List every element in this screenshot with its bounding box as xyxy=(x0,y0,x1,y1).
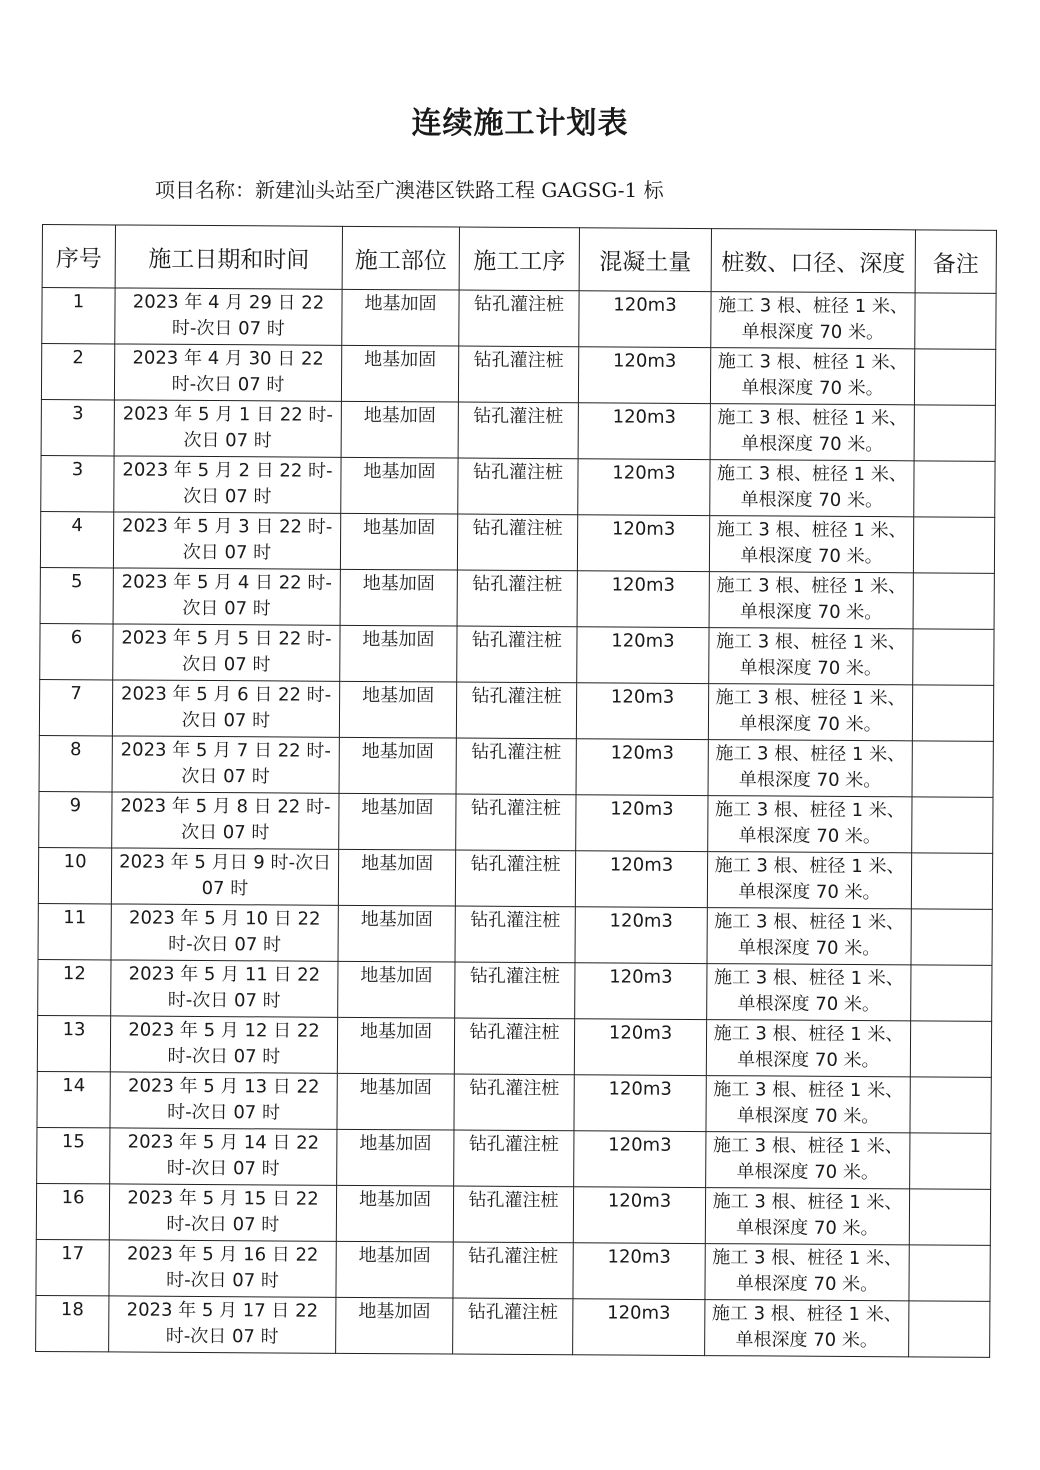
table-row xyxy=(38,959,992,1021)
cell-remark xyxy=(913,573,994,629)
cell-part: 地基加固 xyxy=(336,1241,453,1298)
cell-remark xyxy=(912,797,993,853)
cell-concrete: 120m3 xyxy=(575,963,707,1020)
cell-concrete: 120m3 xyxy=(575,851,707,908)
cell-datetime: 2023 年 5 月 6 日 22 时-次日 07 时 xyxy=(112,680,339,737)
cell-datetime: 2023 年 5 月 10 日 22 时-次日 07 时 xyxy=(111,904,338,961)
cell-seq: 2 xyxy=(41,344,114,400)
construction-plan-table xyxy=(35,224,997,1358)
cell-concrete: 120m3 xyxy=(576,795,708,852)
cell-datetime: 2023 年 4 月 29 日 22 时-次日 07 时 xyxy=(115,288,342,345)
cell-part: 地基加固 xyxy=(339,681,456,738)
cell-seq: 8 xyxy=(39,735,112,791)
table-row xyxy=(39,735,993,797)
cell-remark xyxy=(909,1245,990,1301)
table-row xyxy=(38,903,992,965)
table-row xyxy=(38,847,992,909)
cell-process: 钻孔灌注桩 xyxy=(454,1074,574,1131)
cell-concrete: 120m3 xyxy=(573,1243,705,1300)
cell-datetime: 2023 年 5 月 12 日 22 时-次日 07 时 xyxy=(110,1016,337,1073)
header-process: 施工工序 xyxy=(459,227,579,291)
table-row xyxy=(39,679,993,741)
cell-part: 地基加固 xyxy=(341,457,458,514)
cell-concrete: 120m3 xyxy=(574,1019,706,1076)
cell-piles: 施工 3 根、桩径 1 米、单根深度 70 米。 xyxy=(709,628,913,685)
cell-remark xyxy=(911,965,992,1021)
cell-datetime: 2023 年 5 月 13 日 22 时-次日 07 时 xyxy=(110,1072,337,1129)
cell-datetime: 2023 年 5 月 17 日 22 时-次日 07 时 xyxy=(109,1296,336,1353)
cell-remark xyxy=(914,405,995,461)
cell-part: 地基加固 xyxy=(336,1297,453,1354)
cell-piles: 施工 3 根、桩径 1 米、单根深度 70 米。 xyxy=(708,684,912,741)
cell-remark xyxy=(915,293,996,349)
table-row xyxy=(42,288,996,350)
cell-concrete: 120m3 xyxy=(578,403,710,460)
cell-seq: 11 xyxy=(38,903,111,959)
cell-remark xyxy=(910,1133,991,1189)
cell-seq: 3 xyxy=(41,455,114,511)
table-row xyxy=(39,791,993,853)
cell-concrete: 120m3 xyxy=(578,459,710,516)
cell-concrete: 120m3 xyxy=(576,683,708,740)
header-piles: 桩数、口径、深度 xyxy=(711,229,915,293)
cell-concrete: 120m3 xyxy=(574,1131,706,1188)
cell-process: 钻孔灌注桩 xyxy=(457,514,577,571)
cell-piles: 施工 3 根、桩径 1 米、单根深度 70 米。 xyxy=(707,908,911,965)
cell-datetime: 2023 年 5 月 7 日 22 时-次日 07 时 xyxy=(112,736,339,793)
cell-process: 钻孔灌注桩 xyxy=(457,570,577,627)
cell-concrete: 120m3 xyxy=(579,291,711,348)
cell-process: 钻孔灌注桩 xyxy=(453,1186,573,1243)
cell-part: 地基加固 xyxy=(341,345,458,402)
cell-process: 钻孔灌注桩 xyxy=(455,962,575,1019)
cell-seq: 6 xyxy=(40,623,113,679)
cell-process: 钻孔灌注桩 xyxy=(455,906,575,963)
cell-part: 地基加固 xyxy=(339,737,456,794)
cell-remark xyxy=(913,629,994,685)
cell-remark xyxy=(913,517,994,573)
table-row xyxy=(40,511,994,573)
cell-process: 钻孔灌注桩 xyxy=(456,682,576,739)
table-row xyxy=(36,1239,990,1301)
table-row xyxy=(40,623,994,685)
cell-remark xyxy=(911,909,992,965)
cell-seq: 1 xyxy=(42,288,115,344)
page-title: 连续施工计划表 xyxy=(411,106,629,141)
cell-datetime: 2023 年 5 月 3 日 22 时-次日 07 时 xyxy=(113,512,340,569)
cell-concrete: 120m3 xyxy=(577,627,709,684)
cell-seq: 5 xyxy=(40,567,113,623)
cell-process: 钻孔灌注桩 xyxy=(458,402,578,459)
table-body xyxy=(36,288,996,1358)
cell-remark xyxy=(909,1189,990,1245)
cell-piles: 施工 3 根、桩径 1 米、单根深度 70 米。 xyxy=(706,1132,910,1189)
cell-piles: 施工 3 根、桩径 1 米、单根深度 70 米。 xyxy=(707,852,911,909)
cell-datetime: 2023 年 5 月 4 日 22 时-次日 07 时 xyxy=(113,568,340,625)
cell-datetime: 2023 年 4 月 30 日 22 时-次日 07 时 xyxy=(114,344,341,401)
header-part: 施工部位 xyxy=(342,226,459,290)
cell-remark xyxy=(909,1301,990,1357)
cell-remark xyxy=(912,741,993,797)
cell-seq: 14 xyxy=(37,1071,110,1127)
table-row xyxy=(40,567,994,629)
cell-part: 地基加固 xyxy=(340,513,457,570)
cell-concrete: 120m3 xyxy=(575,907,707,964)
cell-piles: 施工 3 根、桩径 1 米、单根深度 70 米。 xyxy=(706,1076,910,1133)
cell-remark xyxy=(910,1021,991,1077)
cell-remark xyxy=(914,349,995,405)
cell-seq: 15 xyxy=(37,1127,110,1183)
cell-concrete: 120m3 xyxy=(574,1075,706,1132)
cell-seq: 9 xyxy=(39,791,112,847)
cell-piles: 施工 3 根、桩径 1 米、单根深度 70 米。 xyxy=(709,572,913,629)
cell-part: 地基加固 xyxy=(340,625,457,682)
cell-process: 钻孔灌注桩 xyxy=(455,850,575,907)
cell-seq: 7 xyxy=(39,679,112,735)
table-row xyxy=(41,344,995,406)
project-name: 项目名称：新建汕头站至广澳港区铁路工程 GAGSG-1 标 xyxy=(155,178,664,202)
cell-part: 地基加固 xyxy=(338,849,455,906)
cell-concrete: 120m3 xyxy=(577,571,709,628)
table-header-row xyxy=(42,225,996,294)
cell-process: 钻孔灌注桩 xyxy=(454,1018,574,1075)
cell-part: 地基加固 xyxy=(337,1017,454,1074)
cell-datetime: 2023 年 5 月 5 日 22 时-次日 07 时 xyxy=(113,624,340,681)
header-concrete: 混凝土量 xyxy=(579,228,711,292)
cell-datetime: 2023 年 5 月 1 日 22 时-次日 07 时 xyxy=(114,400,341,457)
cell-piles: 施工 3 根、桩径 1 米、单根深度 70 米。 xyxy=(705,1188,909,1245)
cell-remark xyxy=(914,461,995,517)
cell-concrete: 120m3 xyxy=(577,515,709,572)
cell-seq: 4 xyxy=(40,511,113,567)
cell-datetime: 2023 年 5 月日 9 时-次日 07 时 xyxy=(111,848,338,905)
cell-process: 钻孔灌注桩 xyxy=(456,738,576,795)
cell-seq: 3 xyxy=(41,399,114,455)
cell-datetime: 2023 年 5 月 2 日 22 时-次日 07 时 xyxy=(114,456,341,513)
cell-concrete: 120m3 xyxy=(573,1187,705,1244)
table-row xyxy=(36,1183,990,1245)
cell-piles: 施工 3 根、桩径 1 米、单根深度 70 米。 xyxy=(705,1244,909,1301)
header-seq: 序号 xyxy=(42,225,115,288)
cell-part: 地基加固 xyxy=(338,961,455,1018)
cell-piles: 施工 3 根、桩径 1 米、单根深度 70 米。 xyxy=(705,1300,909,1357)
cell-concrete: 120m3 xyxy=(573,1299,705,1356)
cell-part: 地基加固 xyxy=(337,1073,454,1130)
cell-seq: 12 xyxy=(38,959,111,1015)
cell-concrete: 120m3 xyxy=(578,347,710,404)
cell-piles: 施工 3 根、桩径 1 米、单根深度 70 米。 xyxy=(709,516,913,573)
cell-piles: 施工 3 根、桩径 1 米、单根深度 70 米。 xyxy=(706,1020,910,1077)
cell-process: 钻孔灌注桩 xyxy=(456,794,576,851)
cell-piles: 施工 3 根、桩径 1 米、单根深度 70 米。 xyxy=(710,460,914,517)
table-row xyxy=(37,1015,991,1077)
cell-remark xyxy=(910,1077,991,1133)
cell-concrete: 120m3 xyxy=(576,739,708,796)
cell-process: 钻孔灌注桩 xyxy=(454,1130,574,1187)
cell-process: 钻孔灌注桩 xyxy=(453,1242,573,1299)
table-row xyxy=(36,1295,990,1357)
cell-process: 钻孔灌注桩 xyxy=(458,458,578,515)
cell-seq: 10 xyxy=(38,847,111,903)
table-row xyxy=(37,1127,991,1189)
cell-process: 钻孔灌注桩 xyxy=(458,346,578,403)
table-row xyxy=(41,455,995,517)
cell-process: 钻孔灌注桩 xyxy=(457,626,577,683)
header-datetime: 施工日期和时间 xyxy=(115,225,342,289)
cell-datetime: 2023 年 5 月 8 日 22 时-次日 07 时 xyxy=(112,792,339,849)
cell-piles: 施工 3 根、桩径 1 米、单根深度 70 米。 xyxy=(710,348,914,405)
header-remark: 备注 xyxy=(915,230,996,293)
cell-seq: 13 xyxy=(37,1015,110,1071)
cell-datetime: 2023 年 5 月 11 日 22 时-次日 07 时 xyxy=(111,960,338,1017)
cell-seq: 18 xyxy=(36,1295,109,1351)
cell-part: 地基加固 xyxy=(339,793,456,850)
cell-part: 地基加固 xyxy=(336,1185,453,1242)
cell-part: 地基加固 xyxy=(337,1129,454,1186)
cell-seq: 16 xyxy=(36,1183,109,1239)
cell-piles: 施工 3 根、桩径 1 米、单根深度 70 米。 xyxy=(707,964,911,1021)
cell-part: 地基加固 xyxy=(342,289,459,346)
cell-remark xyxy=(911,853,992,909)
cell-part: 地基加固 xyxy=(340,569,457,626)
cell-piles: 施工 3 根、桩径 1 米、单根深度 70 米。 xyxy=(708,740,912,797)
cell-piles: 施工 3 根、桩径 1 米、单根深度 70 米。 xyxy=(711,292,915,349)
cell-remark xyxy=(912,685,993,741)
cell-process: 钻孔灌注桩 xyxy=(459,290,579,347)
cell-part: 地基加固 xyxy=(338,905,455,962)
cell-process: 钻孔灌注桩 xyxy=(453,1298,573,1355)
cell-piles: 施工 3 根、桩径 1 米、单根深度 70 米。 xyxy=(708,796,912,853)
cell-piles: 施工 3 根、桩径 1 米、单根深度 70 米。 xyxy=(710,404,914,461)
cell-datetime: 2023 年 5 月 15 日 22 时-次日 07 时 xyxy=(109,1184,336,1241)
cell-part: 地基加固 xyxy=(341,401,458,458)
table-row xyxy=(41,399,995,461)
cell-datetime: 2023 年 5 月 16 日 22 时-次日 07 时 xyxy=(109,1240,336,1297)
cell-datetime: 2023 年 5 月 14 日 22 时-次日 07 时 xyxy=(110,1128,337,1185)
cell-seq: 17 xyxy=(36,1239,109,1295)
table-row xyxy=(37,1071,991,1133)
